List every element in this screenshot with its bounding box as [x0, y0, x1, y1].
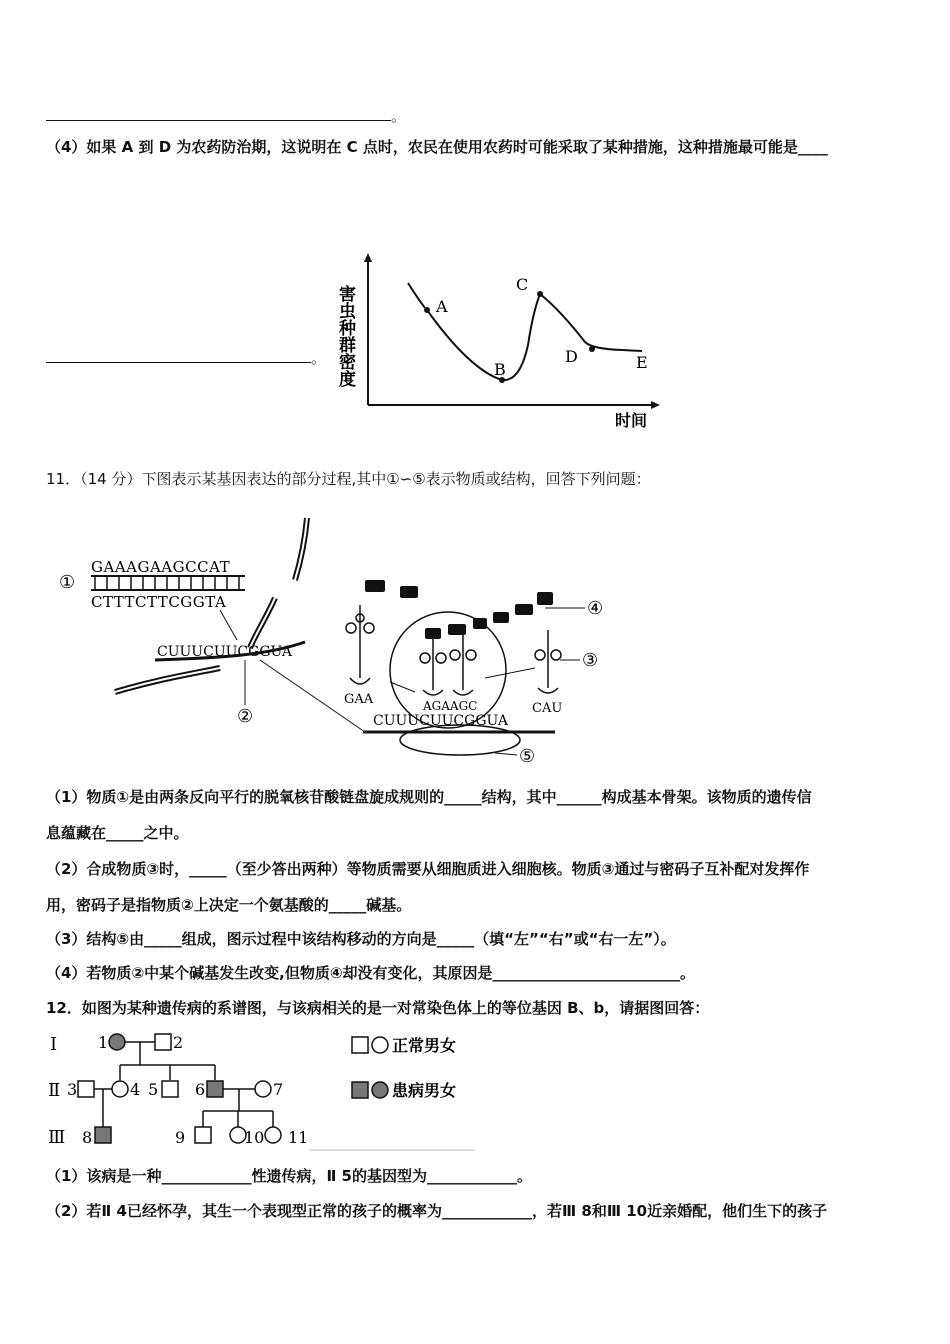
male-3 — [78, 1081, 94, 1097]
q11-part3: （3）结构⑤由_____组成，图示过程中该结构移动的方向是_____（填“左”“右”或“右一左”）。 — [46, 930, 676, 948]
point-a — [424, 307, 430, 313]
male-8-affected — [95, 1127, 111, 1143]
q11-part1-line1: （1）物质①是由两条反向平行的脱氧核苷酸链盘旋成规则的_____结构，其中______构成基本骨架。该物质的遗传信 — [46, 788, 812, 806]
trna-1 — [346, 605, 374, 684]
id-2: 2 — [173, 1033, 184, 1052]
period: 。 — [391, 107, 407, 125]
id-1: 1 — [98, 1033, 109, 1052]
mrna-right-sequence: CUUUCUUCGGUA — [373, 713, 508, 729]
legend-normal-female — [372, 1037, 388, 1053]
male-6-affected — [207, 1081, 223, 1097]
q10-answer-line — [46, 346, 326, 369]
female-7 — [255, 1081, 271, 1097]
chart-ylabel: 害虫种群密度 — [335, 285, 355, 387]
id-11: 11 — [288, 1128, 309, 1147]
x-axis-arrow — [651, 401, 660, 409]
label-e: E — [636, 353, 648, 372]
legend-normal-label: 正常男女 — [392, 1036, 457, 1055]
chart-xlabel: 时间 — [615, 411, 648, 430]
q11-part4: （4）若物质②中某个碱基发生改变,但物质④却没有变化，其原因是_________________________。 — [46, 964, 696, 982]
female-4 — [112, 1081, 128, 1097]
arrow-out — [485, 668, 535, 678]
legend-affected-male — [352, 1082, 368, 1098]
q10-part4: （4）如果 A 到 D 为农药防治期，这说明在 C 点时，农民在使用农药时可能采取了某种措施，这种措施最可能是____ — [46, 138, 828, 156]
label-4: ④ — [587, 598, 604, 619]
pest-population-chart — [330, 250, 670, 435]
q11-part2-line1: （2）合成物质③时，_____（至少答出两种）等物质需要从细胞质进入细胞核。物质③通过与密码子互补配对发挥作 — [46, 860, 810, 878]
id-8: 8 — [82, 1128, 93, 1147]
male-2 — [155, 1034, 171, 1050]
male-9 — [195, 1127, 211, 1143]
q11-heading: 11．（14 分）下图表示某基因表达的部分过程,其中①∽⑤表示物质或结构，回答下列问题： — [46, 470, 651, 488]
q11-part2-line2: 用，密码子是指物质②上决定一个氨基酸的_____碱基。 — [46, 896, 412, 914]
label-2: ② — [237, 706, 254, 727]
label-c: C — [516, 275, 529, 294]
y-axis-arrow — [364, 253, 372, 262]
id-9: 9 — [175, 1128, 186, 1147]
q12-part2: （2）若Ⅱ 4已经怀孕，其生一个表现型正常的孩子的概率为____________，若Ⅲ 8和Ⅲ 10近亲婚配，他们生下的孩子 — [46, 1202, 828, 1220]
peptide-chain — [365, 580, 553, 639]
trna-2 — [420, 635, 476, 695]
pedigree-chart — [40, 1025, 480, 1155]
anticodon-cau: CAU — [532, 701, 563, 716]
female-11 — [265, 1127, 281, 1143]
label-a: A — [436, 297, 448, 316]
mrna-left-sequence: CUUUCUUCGGUA — [157, 644, 292, 660]
dna-base-pairs — [95, 576, 239, 590]
answer-line-top — [46, 104, 406, 127]
point-c — [537, 291, 543, 297]
point-d — [589, 346, 595, 352]
ribosome-small — [400, 725, 520, 755]
label-b: B — [494, 360, 506, 379]
dna-top-strand: GAAAGAAGCCAT — [91, 558, 231, 576]
legend-affected-female — [372, 1082, 388, 1098]
gen-1: Ⅰ — [50, 1034, 58, 1055]
male-5 — [162, 1081, 178, 1097]
legend-affected-label: 患病男女 — [392, 1081, 457, 1100]
label-d: D — [565, 347, 578, 366]
q12-heading: 12．如图为某种遗传病的系谱图，与该病相关的是一对常染色体上的等位基因 B、b，请据图回答： — [46, 999, 710, 1017]
gen-3: Ⅲ — [48, 1127, 66, 1148]
anticodon-agaagc: AGAAGC — [423, 699, 478, 713]
label-5-pointer — [495, 753, 517, 755]
period: 。 — [311, 349, 327, 367]
gene-expression-figure — [55, 510, 615, 775]
dna-bottom-strand: CTTTCTTCGGTA — [91, 593, 227, 611]
legend-normal-male — [352, 1037, 368, 1053]
label-1: ① — [59, 572, 76, 593]
id-10: 10 — [244, 1128, 265, 1147]
anticodon-gaa: GAA — [344, 692, 374, 707]
blank-line — [46, 104, 391, 121]
q11-part1-line2: 息蕴藏在_____之中。 — [46, 824, 189, 842]
trna-3 — [535, 630, 561, 693]
id-3: 3 — [67, 1080, 78, 1099]
label-5: ⑤ — [519, 746, 536, 767]
q12-part1: （1）该病是一种____________性遗传病，Ⅱ 5的基因型为____________。 — [46, 1167, 532, 1185]
gen-2: Ⅱ — [48, 1080, 61, 1101]
label-3: ③ — [582, 650, 599, 671]
blank-line — [46, 346, 311, 363]
strand-band-mid-inner — [250, 598, 275, 648]
id-6: 6 — [195, 1080, 206, 1099]
id-7: 7 — [273, 1080, 284, 1099]
id-4: 4 — [130, 1080, 141, 1099]
female-1-affected — [109, 1034, 125, 1050]
pointer-arrow-1 — [220, 610, 237, 640]
id-5: 5 — [148, 1080, 159, 1099]
